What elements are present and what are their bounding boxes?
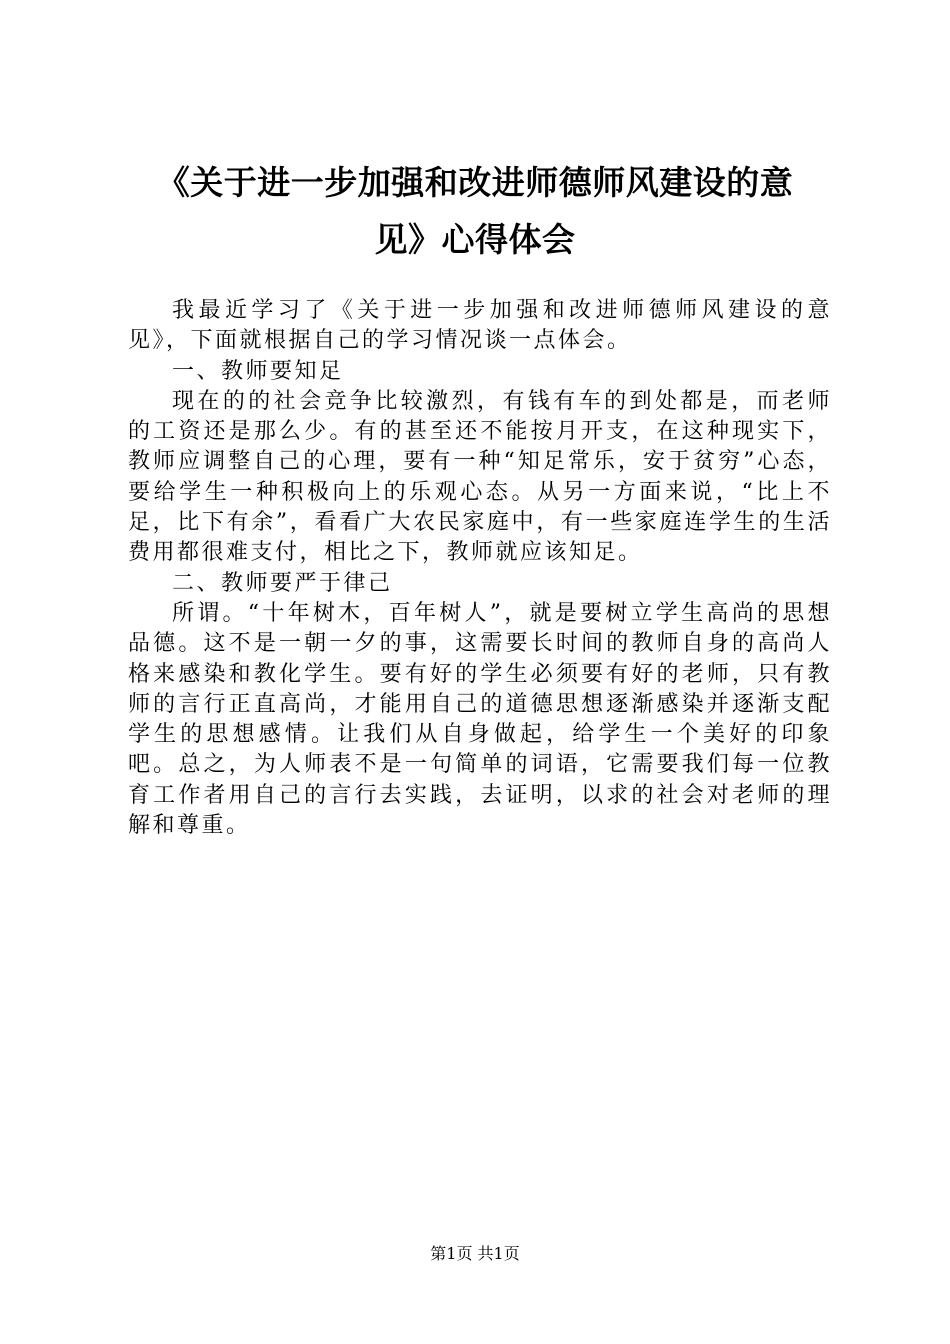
section-body-1: 现在的的社会竞争比较激烈，有钱有车的到处都是，而老师的工资还是那么少。有的甚至还不能按月开支，在这种现实下，教师应调整自己的心理，要有一种“知足常乐，安于贫穷”心态，要给学生一种积极向上的乐观心态。从另一方面来说，“比上不足，比下有余”，看看广大农民家庭中，有一些家庭连学生的生活费用都很难支付，相比之下，教师就应该知足。 [128, 388, 832, 566]
section-body-2: 所谓。“十年树木，百年树人”，就是要树立学生高尚的思想品德。这不是一朝一夕的事，这需要长时间的教师自身的高尚人格来感染和教化学生。要有好的学生必须要有好的老师，只有教师的言行正直高尚，才能用自己的道德思想逐渐感染并逐渐支配学生的思想感情。让我们从自身做起，给学生一个美好的印象吧。总之，为人师表不是一句简单的词语，它需要我们每一位教育工作者用自己的言行去实践，去证明，以求的社会对老师的理解和尊重。 [128, 600, 832, 839]
document-title-line2: 见》心得体会 [374, 220, 576, 259]
section-heading-2: 二、教师要严于律己 [172, 570, 393, 596]
intro-paragraph: 我最近学习了《关于进一步加强和改进师德师风建设的意见》，下面就根据自己的学习情况谈一点体会。 [128, 298, 832, 354]
page-footer: 第1页 共1页 [430, 1244, 520, 1263]
document-body [128, 296, 832, 841]
section-heading-1: 一、教师要知足 [172, 358, 344, 384]
document-title-line1: 《关于进一步加强和改进师德师风建设的意 [156, 163, 794, 202]
